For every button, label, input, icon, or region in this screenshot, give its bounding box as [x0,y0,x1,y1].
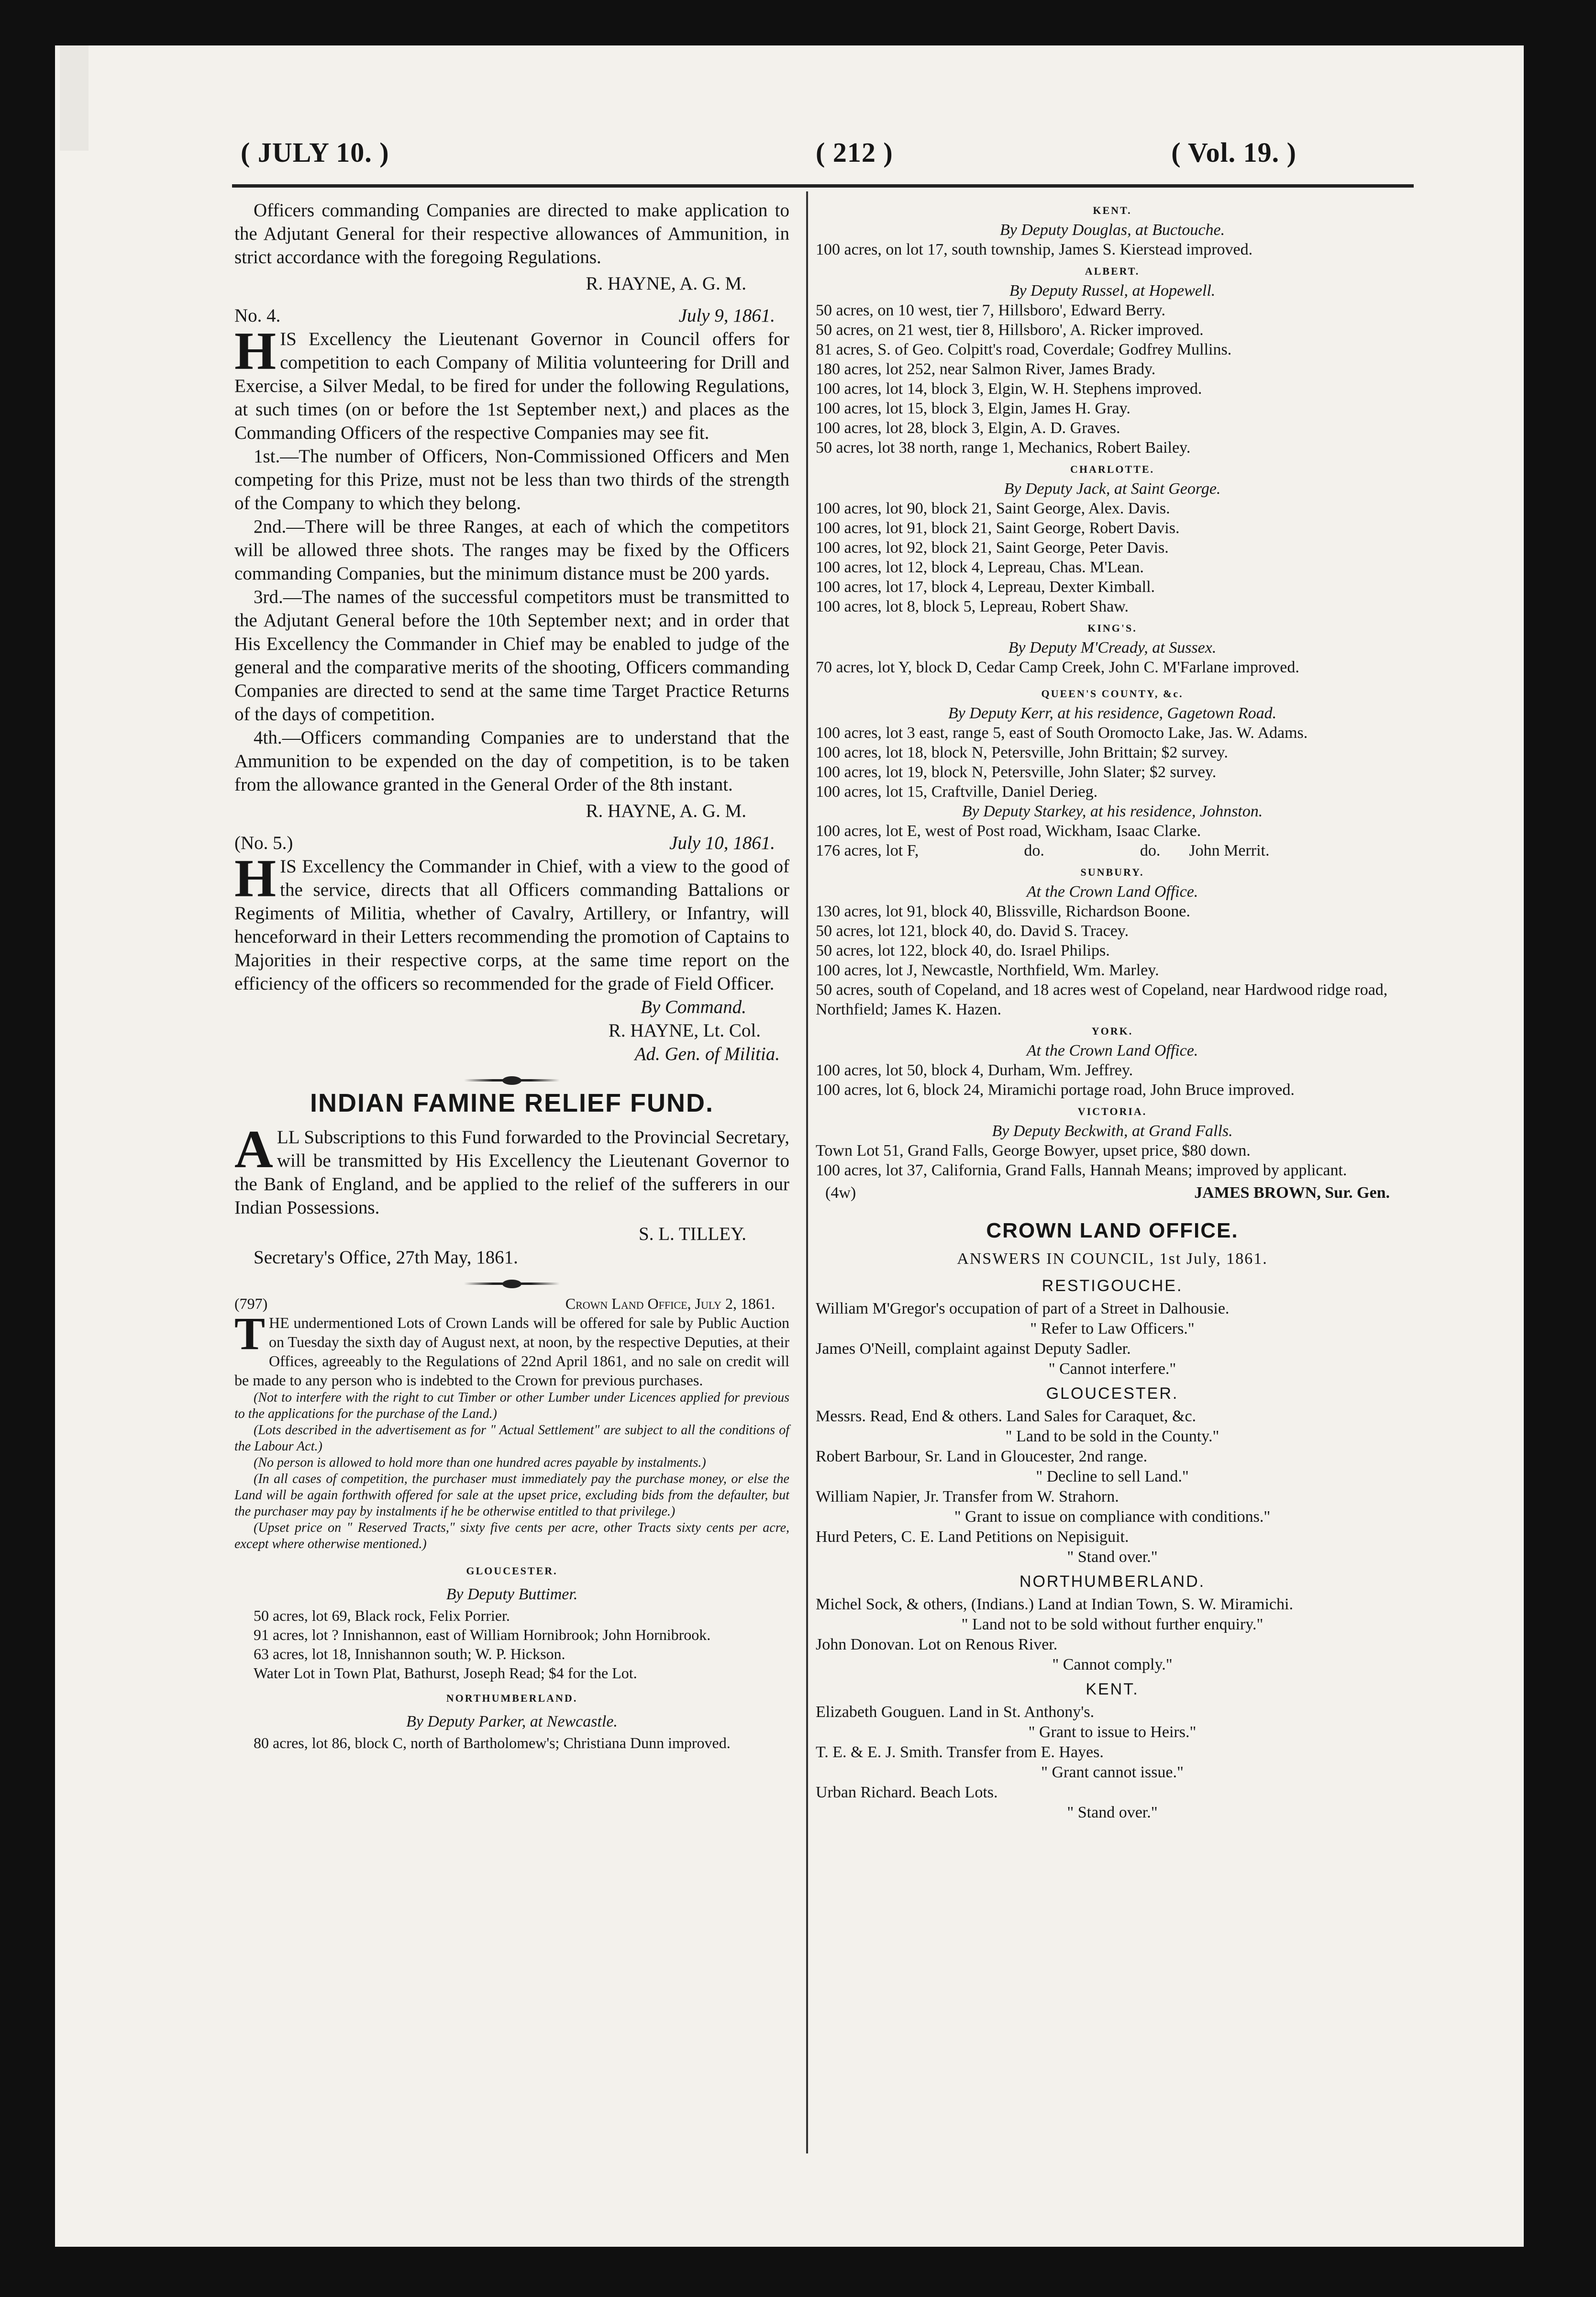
crown-land-office-title: CROWN LAND OFFICE. [986,1219,1239,1242]
deputy-buttimer: By Deputy Buttimer. [446,1585,578,1603]
notice-no4-text: IS Excellency the Lieutenant Governor in Council offers for competition to each Company of Militia volunteering for Drill and Exercise, a Silver Medal, to be fired for under the following Regulations, at such times (on or before the 1st September next,) and places as the Commanding Officers of the respective Companies may see fit. [234,329,789,443]
header-date: ( JULY 10. ) [241,137,389,168]
lot-charlotte-1: 100 acres, lot 90, block 21, Saint George, Alex. Davis. [816,500,1170,517]
signature-tilley: S. L. TILLEY. [639,1224,746,1244]
answer-gloucester-4: Hurd Peters, C. E. Land Petitions on Nepisiguit. [816,1528,1129,1546]
region-restigouche: RESTIGOUCHE. [1042,1277,1183,1295]
page-edge-strip [60,45,89,151]
deputy-douglas: By Deputy Douglas, at Buctouche. [999,221,1225,239]
header-volume: ( Vol. 19. ) [1171,137,1297,168]
lot-charlotte-3: 100 acres, lot 92, block 21, Saint George, Peter Davis. [816,539,1169,557]
signature-hayne-1: R. HAYNE, A. G. M. [586,273,746,294]
lot-starkey-2-do1: do. [1024,842,1044,859]
dropcap-t: T [234,1308,266,1359]
lot-queens-3: 100 acres, lot 19, block N, Petersville, John Slater; $2 survey. [816,763,1217,781]
answer-gloucester-3: William Napier, Jr. Transfer from W. Strahorn. [816,1488,1119,1505]
dropcap-a: A [234,1120,273,1179]
county-heading-kings: KING'S. [1087,622,1137,634]
dropcap-h-1: H [234,322,277,381]
york-office: At the Crown Land Office. [1026,1042,1198,1059]
signature-hayne-3: R. HAYNE, Lt. Col. [608,1020,761,1041]
lot-charlotte-2: 100 acres, lot 91, block 21, Saint George, Robert Davis. [816,519,1180,537]
notice-no5-heading [234,831,789,855]
lot-sunbury-1: 130 acres, lot 91, block 40, Blissville, Richardson Boone. [816,903,1190,920]
lot-sunbury-5: 50 acres, south of Copeland, and 18 acres west of Copeland, near Hardwood ridge road, Northfield; James K. Hazen. [816,981,1388,1018]
answer-kent-2-reply: " Grant cannot issue." [1041,1763,1184,1781]
lot-york-1: 100 acres, lot 50, block 4, Durham, Wm. Jeffrey. [816,1061,1133,1079]
lot-albert-6: 100 acres, lot 15, block 3, Elgin, James H. Gray. [816,400,1130,417]
county-heading-charlotte: CHARLOTTE. [1070,463,1155,475]
dropcap-h-2: H [234,849,277,908]
lot-northumberland-1: 80 acres, lot 86, block C, north of Bartholomew's; Christiana Dunn improved. [254,1734,731,1751]
answer-kent-1-reply: " Grant to issue to Heirs." [1028,1723,1197,1741]
lot-gloucester-1: 50 acres, lot 69, Black rock, Felix Porrier. [254,1607,510,1624]
signature-code: (4w) [825,1184,856,1202]
notice-no4-number: No. 4. [234,305,281,326]
lot-charlotte-4: 100 acres, lot 12, block 4, Lepreau, Chas. M'Lean. [816,558,1144,576]
crown-notice-number: (797) [234,1295,268,1312]
lot-albert-5: 100 acres, lot 14, block 3, Elgin, W. H. Stephens improved. [816,380,1202,398]
answer-northumberland-2: John Donovan. Lot on Renous River. [816,1636,1058,1653]
lot-albert-2: 50 acres, on 21 west, tier 8, Hillsboro', A. Ricker improved. [816,321,1204,339]
crown-note-3: (No person is allowed to hold more than one hundred acres payable by instalments.) [254,1455,706,1470]
header-page-number: ( 212 ) [816,137,893,168]
county-heading-albert: ALBERT. [1085,265,1140,277]
answer-kent-3-reply: " Stand over." [1067,1804,1158,1821]
crown-note-5: (Upset price on " Reserved Tracts," sixty five cents per acre, other Tracts sixty cents per acre, except where otherwise mentioned.) [234,1520,789,1551]
lot-albert-3: 81 acres, S. of Geo. Colpitt's road, Coverdale; Godfrey Mullins. [816,341,1232,358]
deputy-parker: By Deputy Parker, at Newcastle. [406,1713,618,1730]
signature-brown: JAMES BROWN, Sur. Gen. [1194,1184,1390,1202]
crown-notice-body [234,1308,789,1390]
answer-northumberland-1-reply: " Land not to be sold without further enquiry." [961,1616,1264,1633]
answer-kent-2: T. E. & E. J. Smith. Transfer from E. Hayes. [816,1743,1104,1761]
lot-starkey-2-do2: do. [1140,842,1161,859]
notice-no4-heading [234,304,789,327]
lot-albert-8: 50 acres, lot 38 north, range 1, Mechanics, Robert Bailey. [816,439,1191,457]
notice-no5-text: IS Excellency the Commander in Chief, with a view to the good of the service, directs that all Officers commanding Battalions or Regiments of Militia, whether of Cavalry, Artillery, or Infantry, will henceforward in their Letters recommending the promotion of Captains to Majorities in their respective corps, at the same time report on the efficiency of the officers so recommended for the grade of Field Officer. [234,856,789,994]
answer-kent-1: Elizabeth Gouguen. Land in St. Anthony's. [816,1703,1095,1721]
answer-northumberland-2-reply: " Cannot comply." [1052,1656,1173,1673]
deputy-jack: By Deputy Jack, at Saint George. [1004,480,1221,498]
header-rule [232,184,1414,188]
signature-hayne-2: R. HAYNE, A. G. M. [586,801,746,821]
county-heading-northumberland: NORTHUMBERLAND. [446,1692,578,1704]
crown-note-4: (In all cases of competition, the purchaser must immediately pay the purchase money, or else the Land will be again forthwith offered for sale at the upset price, excluding bids from the defaulter, but the purchaser may pay by instalments if he be otherwise entitled to that privilege.) [234,1472,789,1519]
answer-restigouche-2: James O'Neill, complaint against Deputy Sadler. [816,1340,1131,1358]
famine-text: LL Subscriptions to this Fund forwarded to the Provincial Secretary, will be transmitted by His Excellency the Lieutenant Governor to the Bank of England, and be applied to the relief of the sufferers in our Indian Possessions. [234,1127,789,1218]
answers-in-council: ANSWERS IN COUNCIL, 1st July, 1861. [957,1250,1268,1268]
lot-queens-2: 100 acres, lot 18, block N, Petersville, John Brittain; $2 survey. [816,744,1228,761]
lot-sunbury-4: 100 acres, lot J, Newcastle, Northfield, Wm. Marley. [816,961,1159,979]
secretary-office-date: Secretary's Office, 27th May, 1861. [254,1247,518,1268]
answer-gloucester-4-reply: " Stand over." [1067,1548,1158,1566]
rule-3rd: 3rd.—The names of the successful competitors must be transmitted to the Adjutant General before the 10th September next; and in order that His Excellency the Commander in Chief may be enabled to judge of the general and the comparative merits of the shooting, Officers commanding Companies are directed to send at the same time Target Practice Returns of the days of competition. [234,587,789,725]
answer-gloucester-1-reply: " Land to be sold in the County." [1005,1427,1219,1445]
deputy-kerr: By Deputy Kerr, at his residence, Gagetown Road. [948,704,1277,722]
lot-york-2: 100 acres, lot 6, block 24, Miramichi portage road, John Bruce improved. [816,1081,1295,1099]
crown-notice-heading [234,1294,789,1313]
region-gloucester: GLOUCESTER. [1046,1384,1179,1403]
county-heading-queens: QUEEN'S COUNTY, &c. [1041,688,1184,700]
lot-gloucester-2: 91 acres, lot ? Innishannon, east of William Hornibrook; John Hornibrook. [254,1626,711,1643]
county-heading-gloucester: GLOUCESTER. [466,1565,558,1577]
ornament-divider-2 [234,1279,789,1289]
signature-title: Ad. Gen. of Militia. [634,1044,780,1064]
lot-gloucester-4: Water Lot in Town Plat, Bathurst, Joseph Read; $4 for the Lot. [254,1664,637,1682]
lot-charlotte-5: 100 acres, lot 17, block 4, Lepreau, Dexter Kimball. [816,578,1155,596]
famine-fund-title: INDIAN FAMINE RELIEF FUND. [310,1089,714,1117]
region-northumberland: NORTHUMBERLAND. [1019,1572,1206,1591]
answer-gloucester-2: Robert Barbour, Sr. Land in Gloucester, 2nd range. [816,1448,1148,1465]
rule-2nd: 2nd.—There will be three Ranges, at each of which the competitors will be allowed three shots. The ranges may be fixed by the Officers commanding Companies, but the minimum distance must be 200 yards. [234,516,789,584]
lot-victoria-2: 100 acres, lot 37, California, Grand Falls, Hannah Means; improved by applicant. [816,1161,1347,1179]
lot-gloucester-3: 63 acres, lot 18, Innishannon south; W. P. Hickson. [254,1645,565,1662]
lot-sunbury-2: 50 acres, lot 121, block 40, do. David S. Tracey. [816,922,1129,940]
notice-no5-date: July 10, 1861. [669,833,775,853]
lot-starkey-1: 100 acres, lot E, west of Post road, Wickham, Isaac Clarke. [816,822,1201,840]
newspaper-page [55,45,1524,2247]
left-column [234,199,789,1752]
famine-body [234,1120,789,1219]
surveyor-signature-row [816,1183,1409,1203]
crown-notice-text: HE undermentioned Lots of Crown Lands will be offered for sale by Public Auction on Tuesday the sixth day of August next, at noon, by the respective Deputies, at their Offices, agreeably to the Regulations of 22nd April 1861, and no sale on credit will be made to any person who is indebted to the Crown for previous purchases. [234,1314,789,1389]
region-kent: KENT. [1086,1680,1139,1698]
sunbury-office: At the Crown Land Office. [1026,883,1198,901]
answer-kent-3: Urban Richard. Beach Lots. [816,1784,998,1801]
notice-no4-date: July 9, 1861. [678,305,775,326]
answer-gloucester-2-reply: " Decline to sell Land." [1036,1468,1189,1485]
deputy-russel: By Deputy Russel, at Hopewell. [1009,282,1216,300]
lot-queens-1: 100 acres, lot 3 east, range 5, east of South Oromocto Lake, Jas. W. Adams. [816,724,1308,742]
answer-gloucester-3-reply: " Grant to issue on compliance with conditions." [954,1508,1271,1526]
lot-starkey-2-name: John Merrit. [1189,842,1270,859]
lot-charlotte-6: 100 acres, lot 8, block 5, Lepreau, Robert Shaw. [816,598,1129,615]
county-heading-sunbury: SUNBURY. [1080,866,1144,878]
by-command: By Command. [641,997,746,1017]
deputy-mcready: By Deputy M'Cready, at Sussex. [1008,639,1217,657]
answer-restigouche-1-reply: " Refer to Law Officers." [1030,1320,1195,1338]
lot-albert-4: 180 acres, lot 252, near Salmon River, James Brady. [816,360,1156,378]
deputy-beckwith: By Deputy Beckwith, at Grand Falls. [992,1122,1233,1140]
crown-notice-date: Crown Land Office, July 2, 1861. [565,1295,775,1312]
notice-no4-body [234,322,789,445]
rule-4th: 4th.—Officers commanding Companies are to understand that the Ammunition to be expended on the day of competition, is to be taken from the allowance granted in the General Order of the 8th instant. [234,727,789,795]
lot-kent-1: 100 acres, on lot 17, south township, James S. Kierstead improved. [816,241,1253,258]
lot-albert-7: 100 acres, lot 28, block 3, Elgin, A. D. Graves. [816,419,1120,437]
crown-note-2: (Lots described in the advertisement as for " Actual Settlement" are subject to all the conditions of the Labour Act.) [234,1423,789,1454]
county-heading-york: YORK. [1091,1025,1133,1037]
lot-starkey-2 [816,841,1409,860]
lot-queens-4: 100 acres, lot 15, Craftville, Daniel Derieg. [816,783,1098,801]
right-column [816,199,1409,1823]
county-heading-victoria: VICTORIA. [1077,1105,1147,1117]
lot-kings-1: 70 acres, lot Y, block D, Cedar Camp Creek, John C. M'Farlane improved. [816,658,1299,676]
lot-sunbury-3: 50 acres, lot 122, block 40, do. Israel Philips. [816,942,1110,959]
notice-no5-body [234,849,789,995]
crown-note-1: (Not to interfere with the right to cut Timber or other Lumber under Licences applied for previous to the applications for the purchase of the Land.) [234,1390,789,1421]
answer-restigouche-2-reply: " Cannot interfere." [1048,1360,1176,1378]
column-rule [806,191,808,2153]
lot-albert-1: 50 acres, on 10 west, tier 7, Hillsboro', Edward Berry. [816,301,1165,319]
rule-1st: 1st.—The number of Officers, Non-Commissioned Officers and Men competing for this Prize, must not be less than two thirds of the strength of the Company to which they belong. [234,446,789,513]
ornament-divider-1 [234,1075,789,1086]
deputy-starkey: By Deputy Starkey, at his residence, Johnston. [962,803,1263,820]
notice-no5-number: (No. 5.) [234,833,293,853]
lot-starkey-2-desc: 176 acres, lot F, [816,842,919,859]
answer-northumberland-1: Michel Sock, & others, (Indians.) Land at Indian Town, S. W. Miramichi. [816,1595,1293,1613]
county-heading-kent: KENT. [1093,204,1132,216]
answer-gloucester-1: Messrs. Read, End & others. Land Sales for Caraquet, &c. [816,1407,1197,1425]
lot-victoria-1: Town Lot 51, Grand Falls, George Bowyer, upset price, $80 down. [816,1142,1251,1160]
answer-restigouche-1: William M'Gregor's occupation of part of a Street in Dalhousie. [816,1300,1230,1317]
intro-paragraph: Officers commanding Companies are directed to make application to the Adjutant General for their respective allowances of Ammunition, in strict accordance with the foregoing Regulations. [234,200,789,268]
